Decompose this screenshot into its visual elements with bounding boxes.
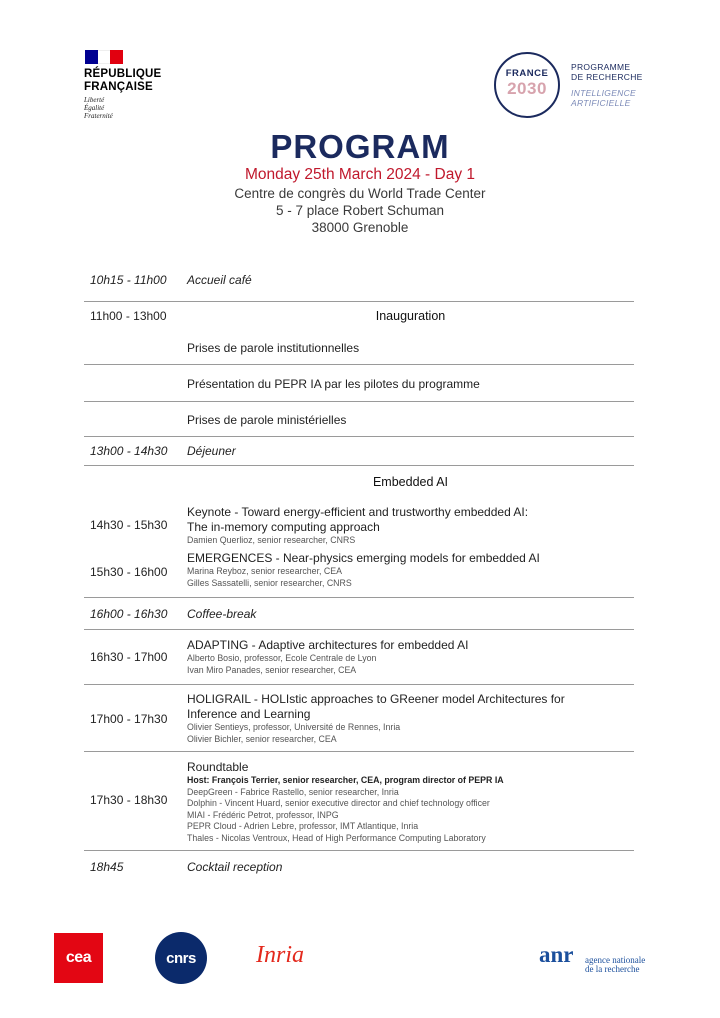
row-time: 13h00 - 14h30: [90, 444, 168, 458]
republique-francaise-logo: [84, 50, 194, 120]
row-time: 14h30 - 15h30: [90, 518, 168, 532]
program-row: [84, 329, 634, 365]
row-title: Roundtable: [187, 760, 249, 774]
panelist: DeepGreen - Fabrice Rastello, senior researcher, Inria: [187, 786, 399, 797]
row-title: Présentation du PEPR IA par les pilotes du programme: [187, 377, 480, 391]
program-row: [84, 264, 634, 302]
row-time: 17h00 - 17h30: [90, 712, 168, 726]
section-heading: Inauguration: [375, 309, 446, 323]
address-line-3: 38000 Grenoble: [311, 220, 409, 235]
panelist: MIAI - Frédéric Petrot, professor, INPG: [187, 809, 339, 820]
row-title: HOLIGRAIL - HOLIstic approaches to GReener model Architectures for: [187, 692, 565, 706]
inria-logo: Inria: [256, 942, 304, 968]
panelist: PEPR Cloud - Adrien Lebre, professor, IMT Atlantique, Inria: [187, 821, 419, 831]
speaker: Damien Querlioz, senior researcher, CNRS: [187, 535, 356, 545]
row-time: 11h00 - 13h00: [90, 309, 167, 323]
france-2030-logo: [494, 52, 664, 122]
page-subtitle: Monday 25th March 2024 - Day 1: [244, 166, 476, 183]
program-row: [84, 598, 634, 630]
row-title: Coffee-break: [187, 607, 257, 621]
row-title: Prises de parole ministérielles: [187, 413, 347, 427]
row-title-cont: Inference and Learning: [187, 707, 311, 721]
speaker: Ivan Miro Panades, senior researcher, CEA: [187, 664, 357, 675]
program-row: [84, 851, 634, 881]
program-row: [84, 466, 634, 495]
program-row: [84, 546, 634, 598]
speaker: Olivier Sentieys, professor, Université de Rennes, Inria: [187, 722, 401, 732]
republique-name: RÉPUBLIQUE FRANÇAISE: [84, 68, 162, 93]
section-heading: Embedded AI: [372, 475, 449, 489]
row-time: 16h00 - 16h30: [90, 607, 168, 621]
program-row: [84, 495, 634, 546]
row-title: Prises de parole institutionnelles: [187, 341, 360, 355]
row-title: Déjeuner: [187, 444, 236, 458]
panelist: Thales - Nicolas Ventroux, Head of High Performance Computing Laboratory: [187, 832, 486, 843]
row-time: 10h15 - 11h00: [90, 273, 167, 287]
speaker: Alberto Bosio, professor, Ecole Centrale de Lyon: [187, 653, 377, 663]
speaker: Olivier Bichler, senior researcher, CEA: [187, 733, 337, 744]
row-title-cont: The in-memory computing approach: [187, 520, 380, 534]
row-title: EMERGENCES - Near-physics emerging models for embedded AI: [187, 551, 540, 565]
program-row: [84, 630, 634, 685]
france-2030-year: 2030: [507, 79, 547, 98]
republique-motto: Liberté Égalité Fraternité: [84, 96, 113, 120]
program-row: [84, 685, 634, 752]
speaker: Gilles Sassatelli, senior researcher, CNRS: [187, 577, 352, 588]
anr-logo: [539, 942, 679, 976]
anr-text: agence nationale de la recherche: [585, 955, 646, 974]
speaker: Marina Reyboz, senior researcher, CEA: [187, 566, 342, 576]
program-row: [84, 365, 634, 402]
row-time: 18h45: [90, 860, 124, 874]
program-row: [84, 402, 634, 437]
french-flag-icon: [85, 50, 123, 64]
address-line-2: 5 - 7 place Robert Schuman: [275, 203, 445, 218]
row-time: 17h30 - 18h30: [90, 793, 168, 807]
cea-logo: cea: [54, 933, 103, 983]
page-title: PROGRAM: [270, 128, 450, 165]
panelist: Dolphin - Vincent Huard, senior executive director and chief technology officer: [187, 798, 490, 808]
program-row: [84, 302, 634, 329]
france-2030-program: PROGRAMME DE RECHERCHE: [571, 62, 643, 82]
row-title: ADAPTING - Adaptive architectures for embedded AI: [187, 638, 469, 652]
anr-mark: anr: [539, 942, 574, 967]
france-2030-france: FRANCE: [505, 68, 549, 79]
row-time: 15h30 - 16h00: [90, 565, 168, 579]
roundtable-host: Host: François Terrier, senior researcher, CEA, program director of PEPR IA: [187, 775, 504, 785]
program-table: [84, 264, 634, 881]
france-2030-subtitle: INTELLIGENCE ARTIFICIELLE: [571, 88, 637, 108]
row-time: 16h30 - 17h00: [90, 650, 168, 664]
program-row: [84, 752, 634, 851]
program-row: [84, 437, 634, 466]
row-title: Cocktail reception: [187, 860, 283, 874]
row-title: Keynote - Toward energy-efficient and trustworthy embedded AI:: [187, 505, 529, 519]
address-line-1: Centre de congrès du World Trade Center: [234, 186, 486, 201]
row-title: Accueil café: [187, 273, 252, 287]
cnrs-logo: cnrs: [155, 932, 207, 984]
